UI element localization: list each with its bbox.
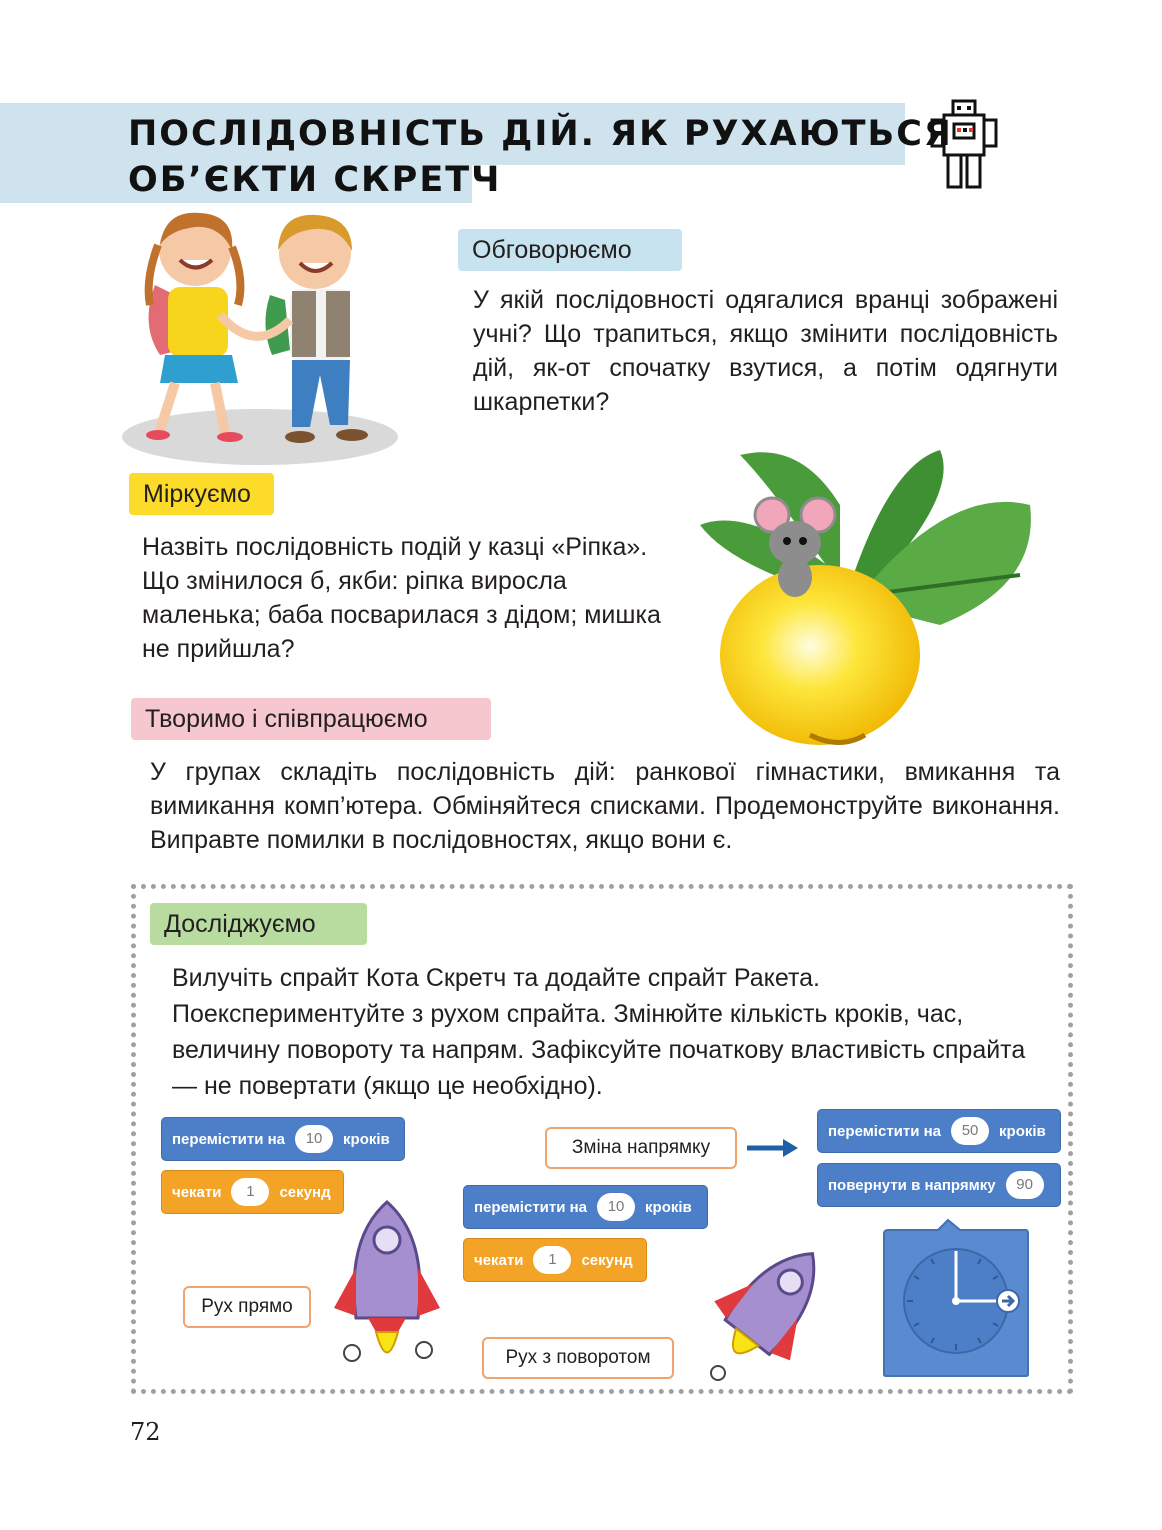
create-text: У групах складіть послідовність дій: ранкової гімнастики, вмикання та вимикання комп’ютера. Обміняйтеся списками. Продемонструйте виконання. Виправте помилки в послідовностях, якщо вони є. — [150, 758, 1060, 854]
page-title: ПОСЛІДОВНІСТЬ ДІЙ. ЯК РУХАЮТЬСЯ ОБ’ЄКТИ СКРЕТЧ — [128, 114, 953, 200]
block-suffix: кроків — [999, 1122, 1046, 1140]
caption-direction: Зміна напрямку — [545, 1127, 737, 1169]
move-steps-block-direction[interactable] — [817, 1109, 1061, 1153]
seconds-value[interactable]: 1 — [231, 1178, 269, 1206]
block-label: перемістити на — [172, 1130, 286, 1148]
block-suffix: секунд — [581, 1251, 633, 1269]
think-text: Назвіть послідовність подій у казці «Ріпка». Що змінилося б, якби: ріпка виросла маленька; баба посварилася з дідом; мишка не прийшла? — [142, 533, 661, 663]
steps-value[interactable]: 50 — [951, 1117, 989, 1145]
block-label: чекати — [172, 1183, 222, 1201]
block-label: чекати — [474, 1251, 524, 1269]
direction-dial-popup[interactable] — [880, 1218, 1030, 1378]
rocket-straight-image — [328, 1198, 446, 1376]
arrow-right-icon — [745, 1137, 800, 1159]
rocket-turn-image — [700, 1233, 840, 1383]
turnip-illustration — [690, 445, 1045, 750]
tag-create: Творимо і співпрацюємо — [131, 698, 491, 740]
steps-value[interactable]: 10 — [597, 1193, 635, 1221]
explore-text: Вилучіть спрайт Кота Скретч та додайте спрайт Ракета. Поекспериментуйте з рухом спрайта. Змінюйте кількість кроків, час, величину повороту та напрям. Зафіксуйте початкову властивість спрайта — не повертати (якщо це необхідно). — [172, 964, 1026, 1100]
wait-seconds-block-turn[interactable] — [463, 1238, 647, 1282]
block-suffix: секунд — [279, 1183, 331, 1201]
block-suffix: кроків — [343, 1130, 390, 1148]
block-label: повернути в напрямку — [828, 1176, 996, 1194]
steps-value[interactable]: 10 — [295, 1125, 333, 1153]
caption-turn: Рух з поворотом — [482, 1337, 674, 1379]
caption-straight: Рух прямо — [183, 1286, 311, 1328]
move-steps-block-turn[interactable] — [463, 1185, 708, 1229]
page-number: 72 — [130, 1418, 161, 1446]
move-steps-block[interactable] — [161, 1117, 405, 1161]
block-label: перемістити на — [828, 1122, 942, 1140]
children-illustration — [120, 205, 405, 470]
discuss-text: У якій послідовності одягалися вранці зображені учні? Що трапиться, якщо змінити послідовність дій, як-от спочатку взутися, а потім одягнути шкарпетки? — [473, 286, 1058, 416]
point-in-direction-block[interactable] — [817, 1163, 1061, 1207]
wait-seconds-block[interactable] — [161, 1170, 344, 1214]
tag-explore: Досліджуємо — [150, 903, 367, 945]
direction-value[interactable]: 90 — [1006, 1171, 1044, 1199]
robot-icon — [928, 98, 1000, 190]
tag-discuss: Обговорюємо — [458, 229, 682, 271]
block-suffix: кроків — [645, 1198, 692, 1216]
seconds-value[interactable]: 1 — [533, 1246, 571, 1274]
tag-think: Міркуємо — [129, 473, 274, 515]
block-label: перемістити на — [474, 1198, 588, 1216]
